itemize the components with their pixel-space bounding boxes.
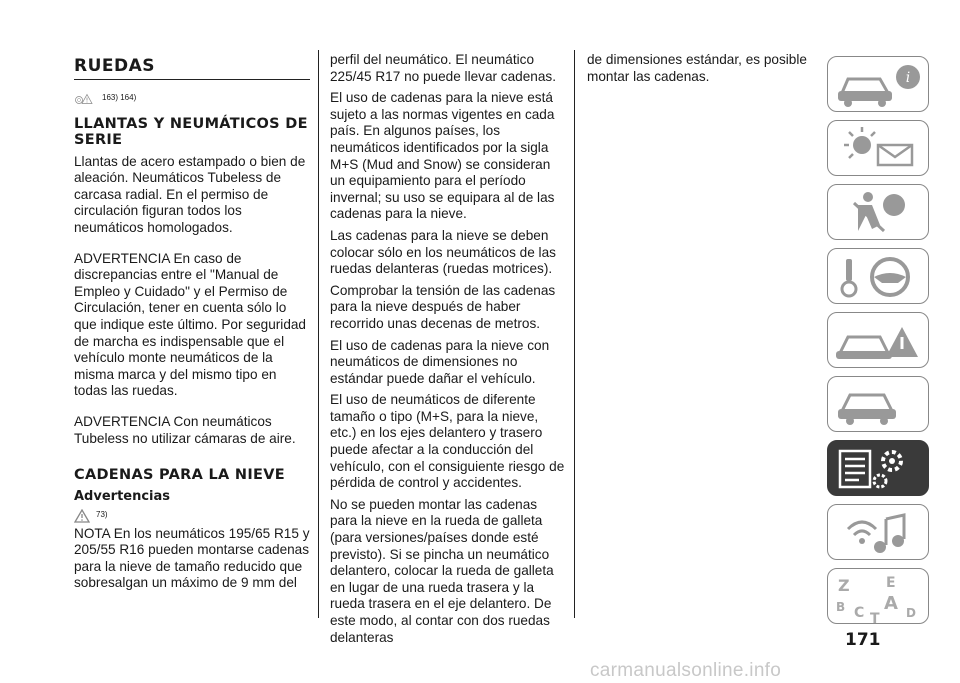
ref-73-text: 73) xyxy=(96,510,108,520)
svg-text:T: T xyxy=(870,611,880,624)
column-2 xyxy=(330,52,566,651)
refs-text: 163) 164) xyxy=(102,93,137,103)
watermark: carmanualsonline.info xyxy=(590,660,782,681)
svg-text:i: i xyxy=(905,70,911,86)
subtitle-cadenas: CADENAS PARA LA NIEVE xyxy=(74,467,285,484)
multimedia-icon xyxy=(828,505,929,560)
paragraph: El uso de neumáticos de diferente tamaño o tipo (M+S, para la nieve, etc.) en los ejes delantero y trasero puede afectar a la conducción del vehículo, con el consiguiente riesgo de pérdida de control y accidentes. xyxy=(330,392,565,491)
svg-text:Z: Z xyxy=(838,576,850,595)
paragraph: No se pueden montar las cadenas para la nieve en la rueda de galleta (para versiones/países donde esté previsto). Si se pincha un neumático delantero, colocar la rueda de galleta en lugar de una rueda trasera y la rueda trasera en el eje delantero. De este modo, al contar con dos ruedas delanteras xyxy=(330,496,554,645)
paragraph: perfil del neumático. El neumático 225/45 R17 no puede llevar cadenas. xyxy=(330,52,556,84)
car-maintenance-icon xyxy=(828,377,929,432)
paragraph: NOTA En los neumáticos 195/65 R15 y 205/55 R16 pueden montarse cadenas para la nieve de tamaño reducido que sobresalgan un máximo de 9 mm del xyxy=(74,525,310,591)
paragraph: Las cadenas para la nieve se deben colocar sólo en los neumáticos de las ruedas delanteras (ruedas motrices). xyxy=(330,227,556,277)
column-divider xyxy=(574,50,575,618)
subtitle-llantas: LLANTAS Y NEUMÁTICOS DE SERIE xyxy=(74,115,308,148)
page-number: 171 xyxy=(845,630,881,650)
warning-lights-icon xyxy=(828,121,929,176)
tab-starting-driving[interactable] xyxy=(827,248,929,304)
warning-refs xyxy=(74,88,310,110)
title-rule xyxy=(74,79,310,80)
technical-data-icon xyxy=(828,441,929,496)
svg-text:D: D xyxy=(906,606,916,620)
tire-warning-icon xyxy=(74,90,96,108)
warning-ref-73 xyxy=(74,508,310,524)
tab-index[interactable] xyxy=(827,568,929,624)
car-info-icon xyxy=(828,57,929,112)
svg-text:A: A xyxy=(884,593,898,614)
tab-multimedia[interactable] xyxy=(827,504,929,560)
tab-technical-data[interactable] xyxy=(827,440,929,496)
index-icon xyxy=(828,569,929,624)
paragraph: ADVERTENCIA Con neumáticos Tubeless no utilizar cámaras de aire. xyxy=(74,413,296,446)
emergency-car-icon xyxy=(828,313,929,368)
paragraph: ADVERTENCIA En caso de discrepancias entre el "Manual de Empleo y Cuidado" y el Permiso de Circulación, tener en cuenta sólo lo que indique este último. Por seguridad de marcha es indispensable que el vehículo monte neumáticos de la misma marca y del mismo tipo en todas las ruedas. xyxy=(74,250,306,399)
tab-safety[interactable] xyxy=(827,184,929,240)
column-1 xyxy=(74,52,310,606)
paragraph: Llantas de acero estampado o bien de aleación. Neumáticos Tubeless de carcasa radial. En el permiso de circulación figuran todos los neumáticos homologados. xyxy=(74,153,306,235)
tab-warning-lights[interactable] xyxy=(827,120,929,176)
column-divider xyxy=(318,50,319,618)
paragraph: El uso de cadenas para la nieve está sujeto a las normas vigentes en cada país. En algunos países, los neumáticos identificados por la sigla M+S (Mud and Snow) se consideran un equipamiento para el período invernal; su uso se equipara al de las cadenas para la nieve. xyxy=(330,90,555,222)
column-3 xyxy=(587,52,817,90)
tab-car-info[interactable] xyxy=(827,56,929,112)
safety-airbag-icon xyxy=(828,185,929,240)
advertencias-heading: Advertencias xyxy=(74,489,171,505)
tab-emergency[interactable] xyxy=(827,312,929,368)
tab-maintenance[interactable] xyxy=(827,376,929,432)
svg-text:B: B xyxy=(836,600,846,614)
paragraph: de dimensiones estándar, es posible montar las cadenas. xyxy=(587,52,807,84)
paragraph: Comprobar la tensión de las cadenas para la nieve después de haber recorrido unas decenas de metros. xyxy=(330,282,556,331)
paragraph: El uso de cadenas para la nieve con neumáticos de dimensiones no estándar puede dañar el vehículo. xyxy=(330,337,550,386)
svg-text:E: E xyxy=(886,575,896,591)
steering-key-icon xyxy=(828,249,929,304)
warning-triangle-icon xyxy=(74,509,90,523)
section-title-ruedas: RUEDAS xyxy=(74,56,156,76)
svg-text:C: C xyxy=(854,605,865,621)
